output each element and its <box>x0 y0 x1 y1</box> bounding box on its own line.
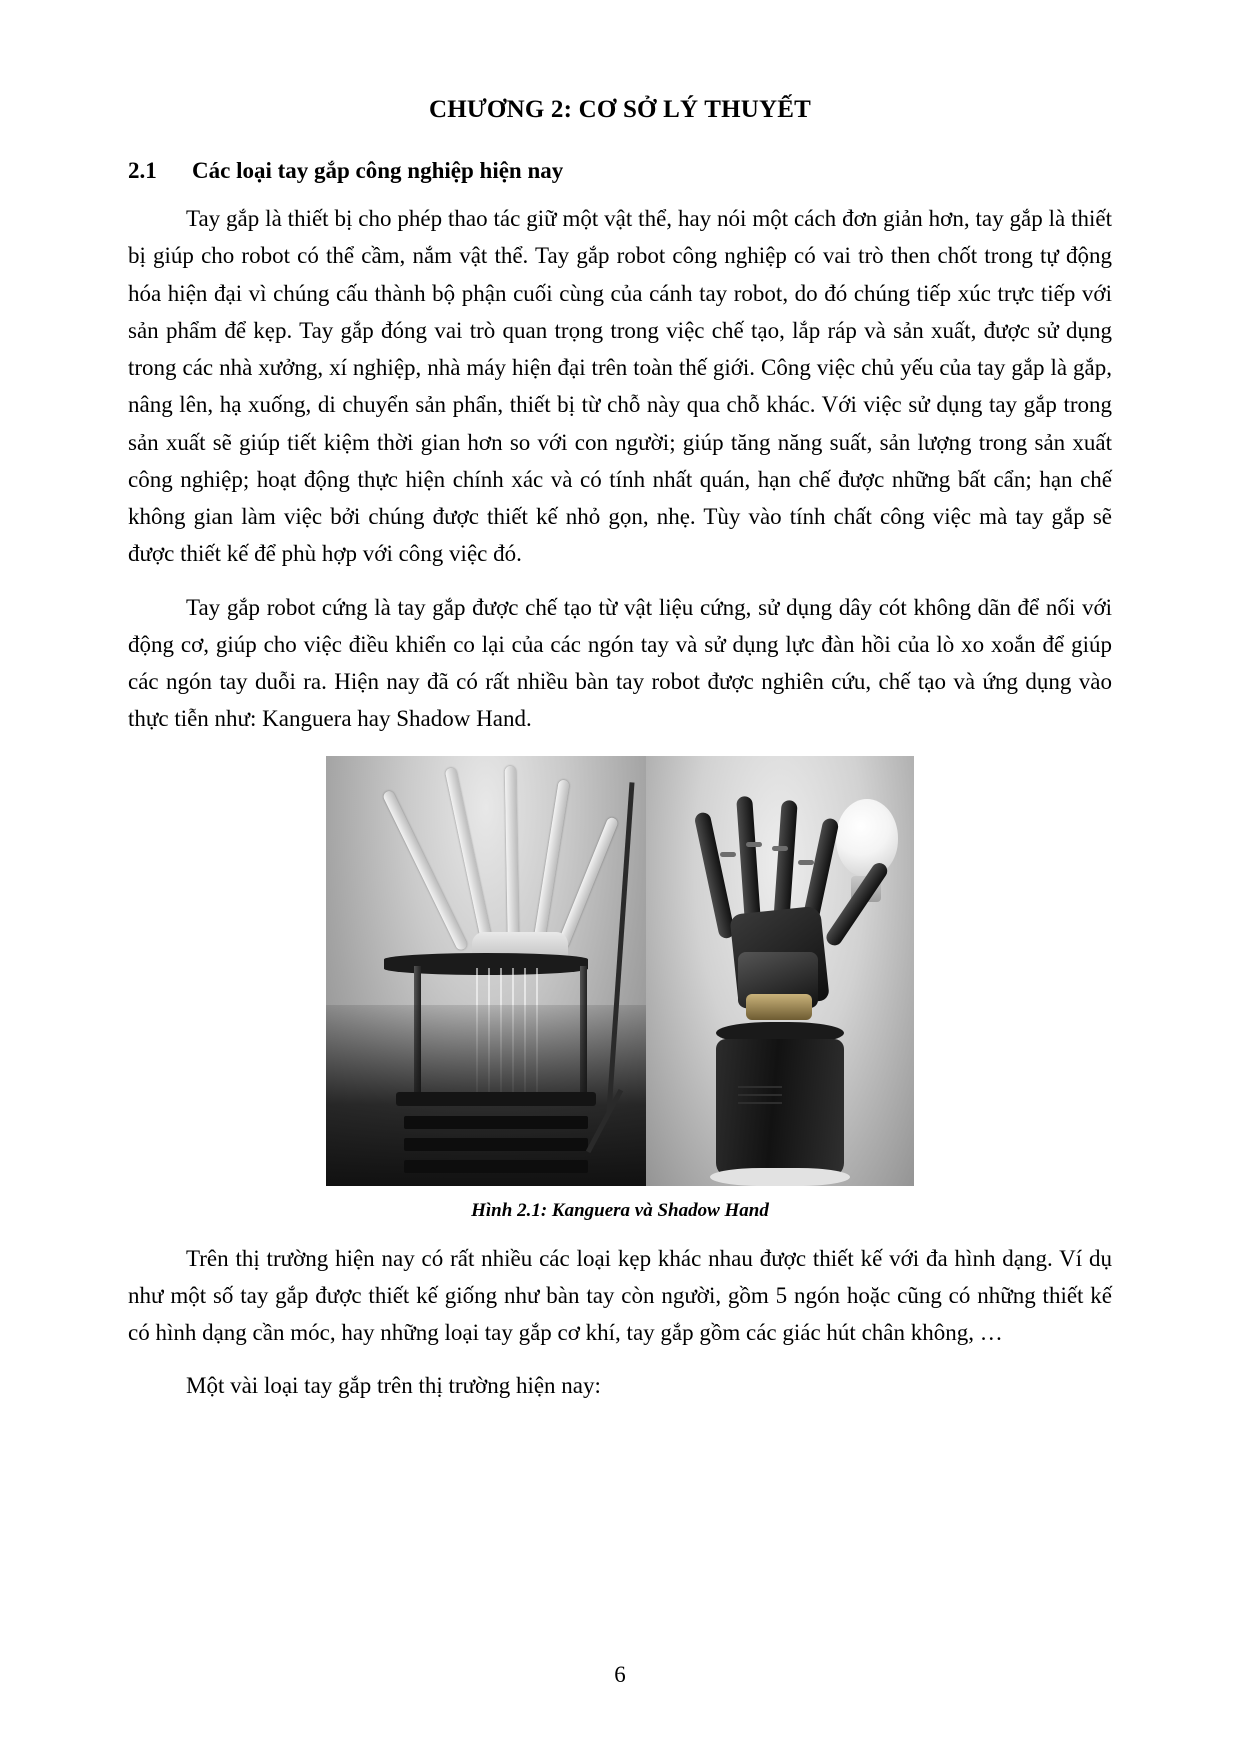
section-number: 2.1 <box>128 158 157 183</box>
chapter-title: CHƯƠNG 2: CƠ SỞ LÝ THUYẾT <box>428 96 812 123</box>
section-heading <box>128 158 1112 184</box>
section-title: Các loại tay gắp công nghiệp hiện nay <box>192 158 564 183</box>
page-content <box>128 96 1112 1421</box>
paragraph-1: Tay gắp là thiết bị cho phép thao tác giữ một vật thể, hay nói một cách đơn giản hơn, tay gắp là thiết bị giúp cho robot có thể cầm, nắm vật thể. Tay gắp robot công nghiệp có vai trò then chốt trong tự động hóa hiện đại vì chúng cấu thành bộ phận cuối cùng của cánh tay robot, do đó chúng tiếp xúc trực tiếp với sản phẩm để kẹp. Tay gắp đóng vai trò quan trọng trong việc chế tạo, lắp ráp và sản xuất, được sử dụng trong các nhà xưởng, xí nghiệp, nhà máy hiện đại trên toàn thế giới. Công việc chủ yếu của tay gắp là gắp, nâng lên, hạ xuống, di chuyển sản phẩn, thiết bị từ chỗ này qua chỗ khác. Với việc sử dụng tay gắp trong sản xuất sẽ giúp tiết kiệm thời gian hơn so với con người; giúp tăng năng suất, sản lượng trong sản xuất công nghiệp; hoạt động thực hiện chính xác và có tính nhất quán, hạn chế được những bất cẩn; hạn chế không gian làm việc bởi chúng được thiết kế nhỏ gọn, nhẹ. Tùy vào tính chất công việc mà tay gắp sẽ được thiết kế để phù hợp với công việc đó. <box>128 206 1112 567</box>
paragraph-2: Tay gắp robot cứng là tay gắp được chế tạo từ vật liệu cứng, sử dụng dây cót không dãn để nối với động cơ, giúp cho việc điều khiển co lại của các ngón tay và sử dụng lực đàn hồi của lò xo xoắn để giúp các ngón tay duỗi ra. Hiện nay đã có rất nhiều bàn tay robot được nghiên cứu, chế tạo và ứng dụng vào thực tiễn như: Kanguera hay Shadow Hand. <box>128 594 1112 732</box>
paragraph-3: Trên thị trường hiện nay có rất nhiều các loại kẹp khác nhau được thiết kế với đa hình dạng. Ví dụ như một số tay gắp được thiết kế giống như bàn tay còn người, gồm 5 ngón hoặc cũng có những thiết kế có hình dạng cần móc, hay những loại tay gắp cơ khí, tay gắp gồm các giác hút chân không, … <box>128 1245 1112 1345</box>
paragraph-4: Một vài loại tay gắp trên thị trường hiện nay: <box>186 1373 601 1399</box>
figure-2-1 <box>128 756 1112 1222</box>
page-number: 6 <box>614 1662 626 1687</box>
shadow-hand-photo <box>646 756 914 1186</box>
light-bulb <box>836 799 898 877</box>
kanguera-hand-photo <box>326 756 646 1186</box>
figure-caption: Hình 2.1: Kanguera và Shadow Hand <box>471 1199 769 1221</box>
figure-images <box>128 756 1112 1186</box>
